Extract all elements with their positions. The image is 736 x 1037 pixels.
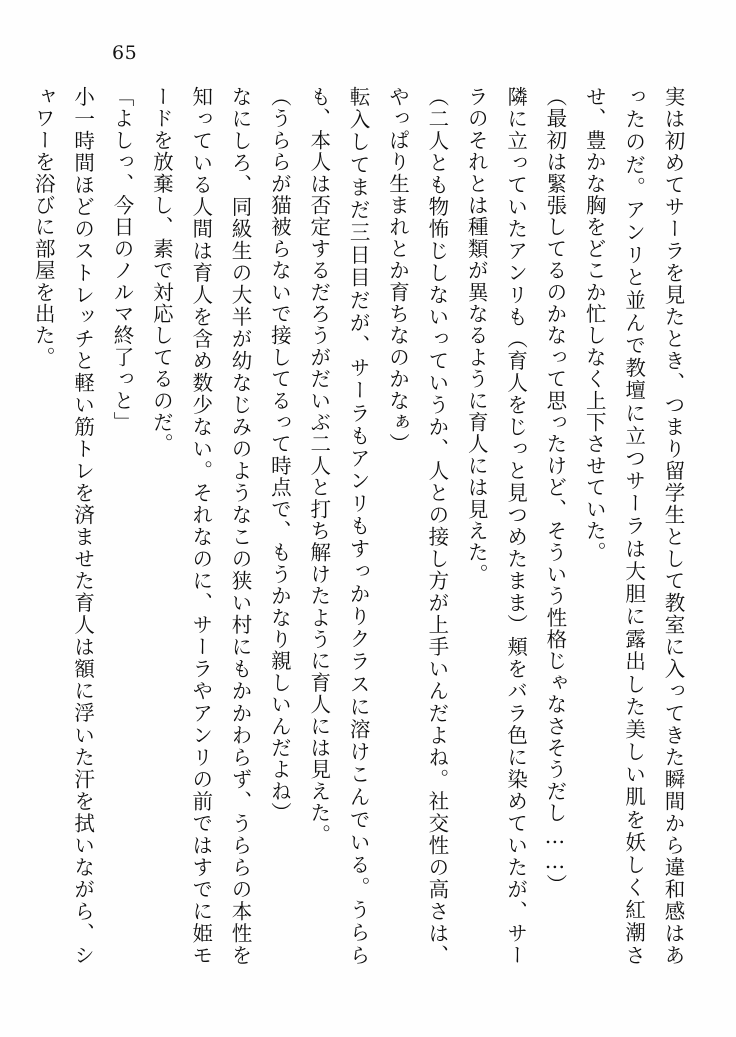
paragraph: （うららが猫被らないで接してるって時点で、もうかなり親しいんだよね）	[267, 86, 292, 824]
paragraph: 小一時間ほどのストレッチと軽い筋トレを済ませた育人は額に浮いた汗を拭いながら、シャワーを浴びに部屋を出た。	[31, 86, 95, 966]
paragraph: 「よしっ、今日のノルマ終了っと」	[109, 86, 134, 434]
paragraph: 実は初めてサーラを見たとき、つまり留学生として教室に入ってきた瞬間から違和感はあったのだ。アンリと並んで教壇に立つサーラは大胆に露出した美しい肌を妖しく紅潮させ、豊かな胸をどこか忙しなく上下させていた。	[582, 86, 685, 966]
paragraph: （最初は緊張してるのかなって思ったけど、そういう性格じゃなさそうだし……）	[542, 86, 567, 896]
paragraph: なにしろ、同級生の大半が幼なじみのようなこの狭い村にもかかわらず、うららの本性を知っている人間は育人を含め数少ない。それなのに、サーラやアンリの前ではすでに姫モードを放棄し、素で対応してるのだ。	[149, 86, 253, 966]
paragraph: 隣に立っていたアンリも（育人をじっと見つめたまま）頬をバラ色に染めていたが、サーラのそれとは種類が異なるように育人には見えた。	[464, 86, 528, 966]
paragraph: （二人とも物怖じしないっていうか、人との接し方が上手いんだよね。社交性の高さは、やっぱり生まれとか育ちなのかなぁ）	[385, 86, 449, 966]
paragraph: 転入してまだ三日目だが、サーラもアンリもすっかりクラスに溶けこんでいる。うららも、本人は否定するだろうがだいぶ二人と打ち解けたように育人には見えた。	[306, 86, 371, 966]
page-number: 65	[112, 42, 138, 64]
body-text-vertical	[31, 86, 692, 966]
